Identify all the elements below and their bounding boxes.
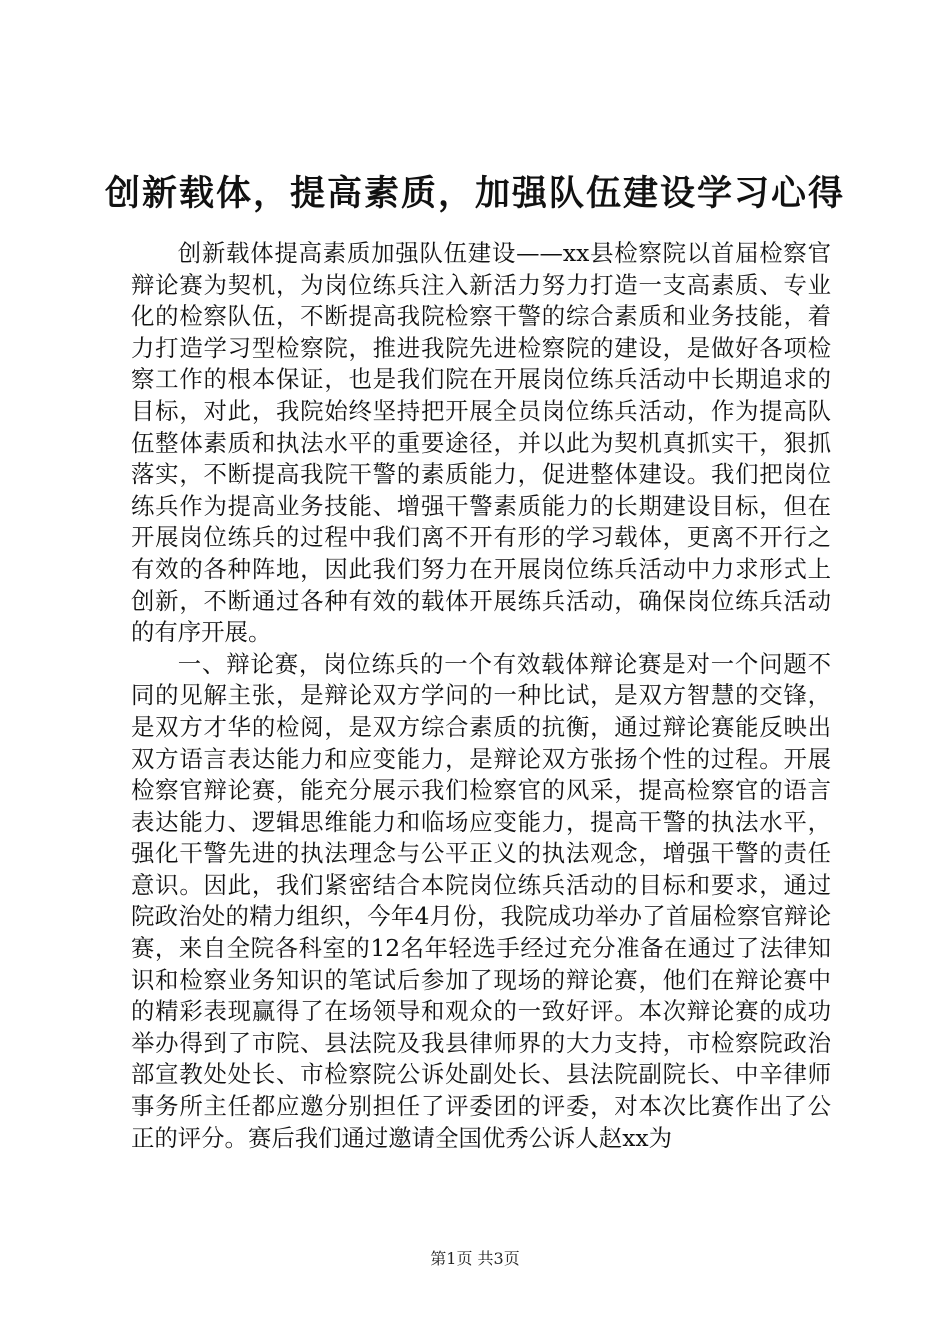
paragraph-intro: 创新载体提高素质加强队伍建设——xx县检察院以首届检察官辩论赛为契机，为岗位练兵注入新活力努力打造一支高素质、专业化的检察队伍，不断提高我院检察干警的综合素质和业务技能，着力打造学习型检察院，推进我院先进检察院的建设，是做好各项检察工作的根本保证，也是我们院在开展岗位练兵活动中长期追求的目标，对此，我院始终坚持把开展全员岗位练兵活动，作为提高队伍整体素质和执法水平的重要途径，并以此为契机真抓实干，狠抓落实，不断提高我院干警的素质能力，促进整体建设。我们把岗位练兵作为提高业务技能、增强干警素质能力的长期建设目标，但在开展岗位练兵的过程中我们离不开有形的学习载体，更离不开行之有效的各种阵地，因此我们努力在开展岗位练兵活动中力求形式上创新，不断通过各种有效的载体开展练兵活动，确保岗位练兵活动的有序开展。 [131, 239, 831, 647]
document-body [131, 238, 831, 1154]
paragraph-debate: 一、辩论赛，岗位练兵的一个有效载体辩论赛是对一个问题不同的见解主张，是辩论双方学问的一种比试，是双方智慧的交锋，是双方才华的检阅，是双方综合素质的抗衡，通过辩论赛能反映出双方语言表达能力和应变能力，是辩论双方张扬个性的过程。开展检察官辩论赛，能充分展示我们检察官的风采，提高检察官的语言表达能力、逻辑思维能力和临场应变能力，提高干警的执法水平，强化干警先进的执法理念与公平正义的执法观念，增强干警的责任意识。因此，我们紧密结合本院岗位练兵活动的目标和要求，通过院政治处的精力组织，今年4月份，我院成功举办了首届检察官辩论赛，来自全院各科室的12名年轻选手经过充分准备在通过了法律知识和检察业务知识的笔试后参加了现场的辩论赛，他们在辩论赛中的精彩表现赢得了在场领导和观众的一致好评。本次辩论赛的成功举办得到了市院、县法院及我县律师界的大力支持，市检察院政治部宣教处处长、市检察院公诉处副处长、县法院副院长、中辛律师事务所主任都应邀分别担任了评委团的评委，对本次比赛作出了公正的评分。赛后我们通过邀请全国优秀公诉人赵xx为 [131, 649, 831, 1152]
page-number: 第1页 共3页 [430, 1249, 520, 1268]
document-title: 创新载体，提高素质，加强队伍建设学习心得 [104, 174, 845, 214]
